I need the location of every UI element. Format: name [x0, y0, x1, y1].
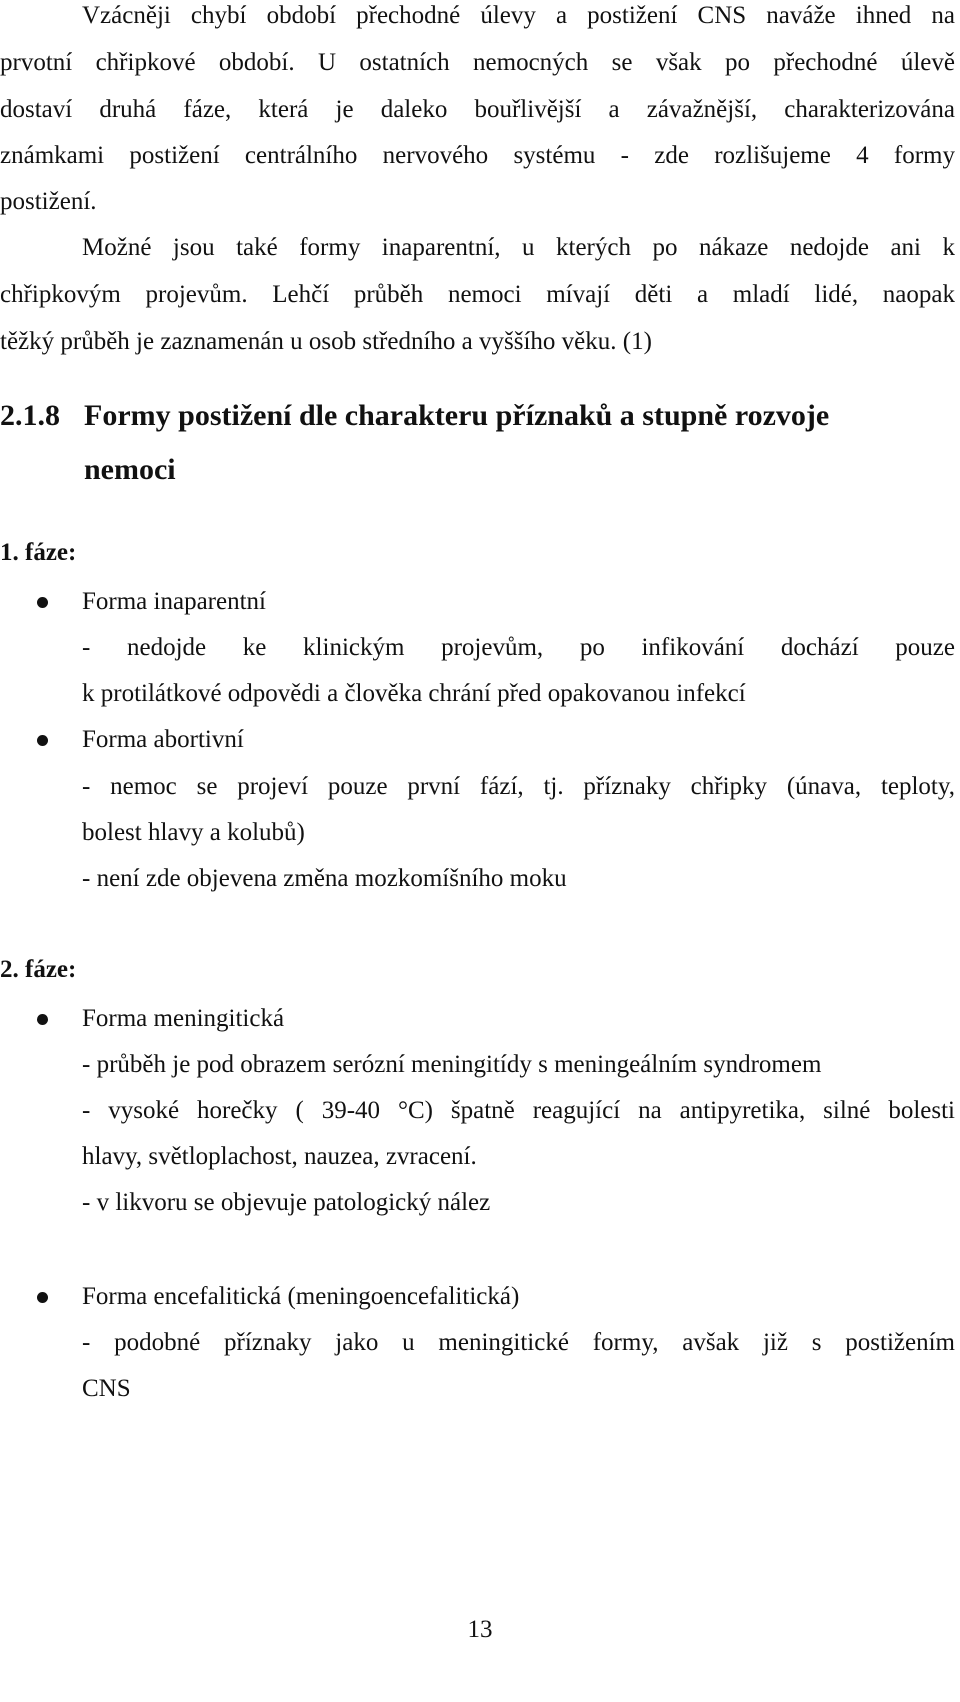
section-number: 2.1.8 — [0, 399, 60, 432]
bullet-icon — [37, 1014, 48, 1025]
form-description-line: k protilátkové odpovědi a člověka chrání před opakovanou infekcí — [82, 680, 746, 707]
bullet-icon — [37, 735, 48, 746]
form-description-line: - nedojde ke klinickým projevům, po infikování dochází pouze — [82, 634, 955, 661]
form-description-line: - vysoké horečky ( 39-40 °C) špatně reagující na antipyretika, silné bolesti — [82, 1097, 955, 1124]
section-title: Formy postižení dle charakteru příznaků a stupně rozvoje — [84, 399, 830, 432]
paragraph-line: těžký průběh je zaznamenán u osob středního a vyššího věku. (1) — [0, 328, 652, 355]
form-description-line: - podobné příznaky jako u meningitické formy, avšak již s postižením — [82, 1329, 955, 1356]
paragraph-line: postižení. — [0, 188, 97, 215]
section-heading — [0, 397, 829, 435]
form-description-line: - nemoc se projeví pouze první fází, tj. příznaky chřipky (únava, teploty, — [82, 773, 955, 800]
page-number: 13 — [467, 1616, 493, 1643]
section-title-continued: nemoci — [84, 453, 176, 486]
paragraph-line: Vzácněji chybí období přechodné úlevy a postižení CNS naváže ihned na — [82, 2, 955, 29]
form-name: Forma encefalitická (meningoencefalitická) — [82, 1283, 520, 1310]
form-description-line: CNS — [82, 1375, 131, 1402]
bullet-icon — [37, 1292, 48, 1303]
paragraph-line: známkami postižení centrálního nervového systému - zde rozlišujeme 4 formy — [0, 142, 955, 169]
paragraph-line: prvotní chřipkové období. U ostatních nemocných se však po přechodné úlevě — [0, 49, 955, 76]
paragraph-line: chřipkovým projevům. Lehčí průběh nemoci mívají děti a mladí lidé, naopak — [0, 281, 955, 308]
paragraph-line: dostaví druhá fáze, která je daleko bouřlivější a závažnější, charakterizována — [0, 96, 955, 123]
phase-label: 1. fáze: — [0, 539, 77, 566]
form-description-line: - není zde objevena změna mozkomíšního moku — [82, 865, 567, 892]
form-description-line: - v likvoru se objevuje patologický nález — [82, 1189, 491, 1216]
form-description-line: hlavy, světloplachost, nauzea, zvracení. — [82, 1143, 477, 1170]
form-description-line: - průběh je pod obrazem serózní meningitídy s meningeálním syndromem — [82, 1051, 822, 1078]
form-description-line: bolest hlavy a kolubů) — [82, 819, 305, 846]
form-name: Forma inaparentní — [82, 588, 266, 615]
phase-label: 2. fáze: — [0, 956, 77, 983]
form-name: Forma meningitická — [82, 1005, 285, 1032]
bullet-icon — [37, 597, 48, 608]
paragraph-line: Možné jsou také formy inaparentní, u kterých po nákaze nedojde ani k — [82, 234, 955, 261]
form-name: Forma abortivní — [82, 726, 244, 753]
